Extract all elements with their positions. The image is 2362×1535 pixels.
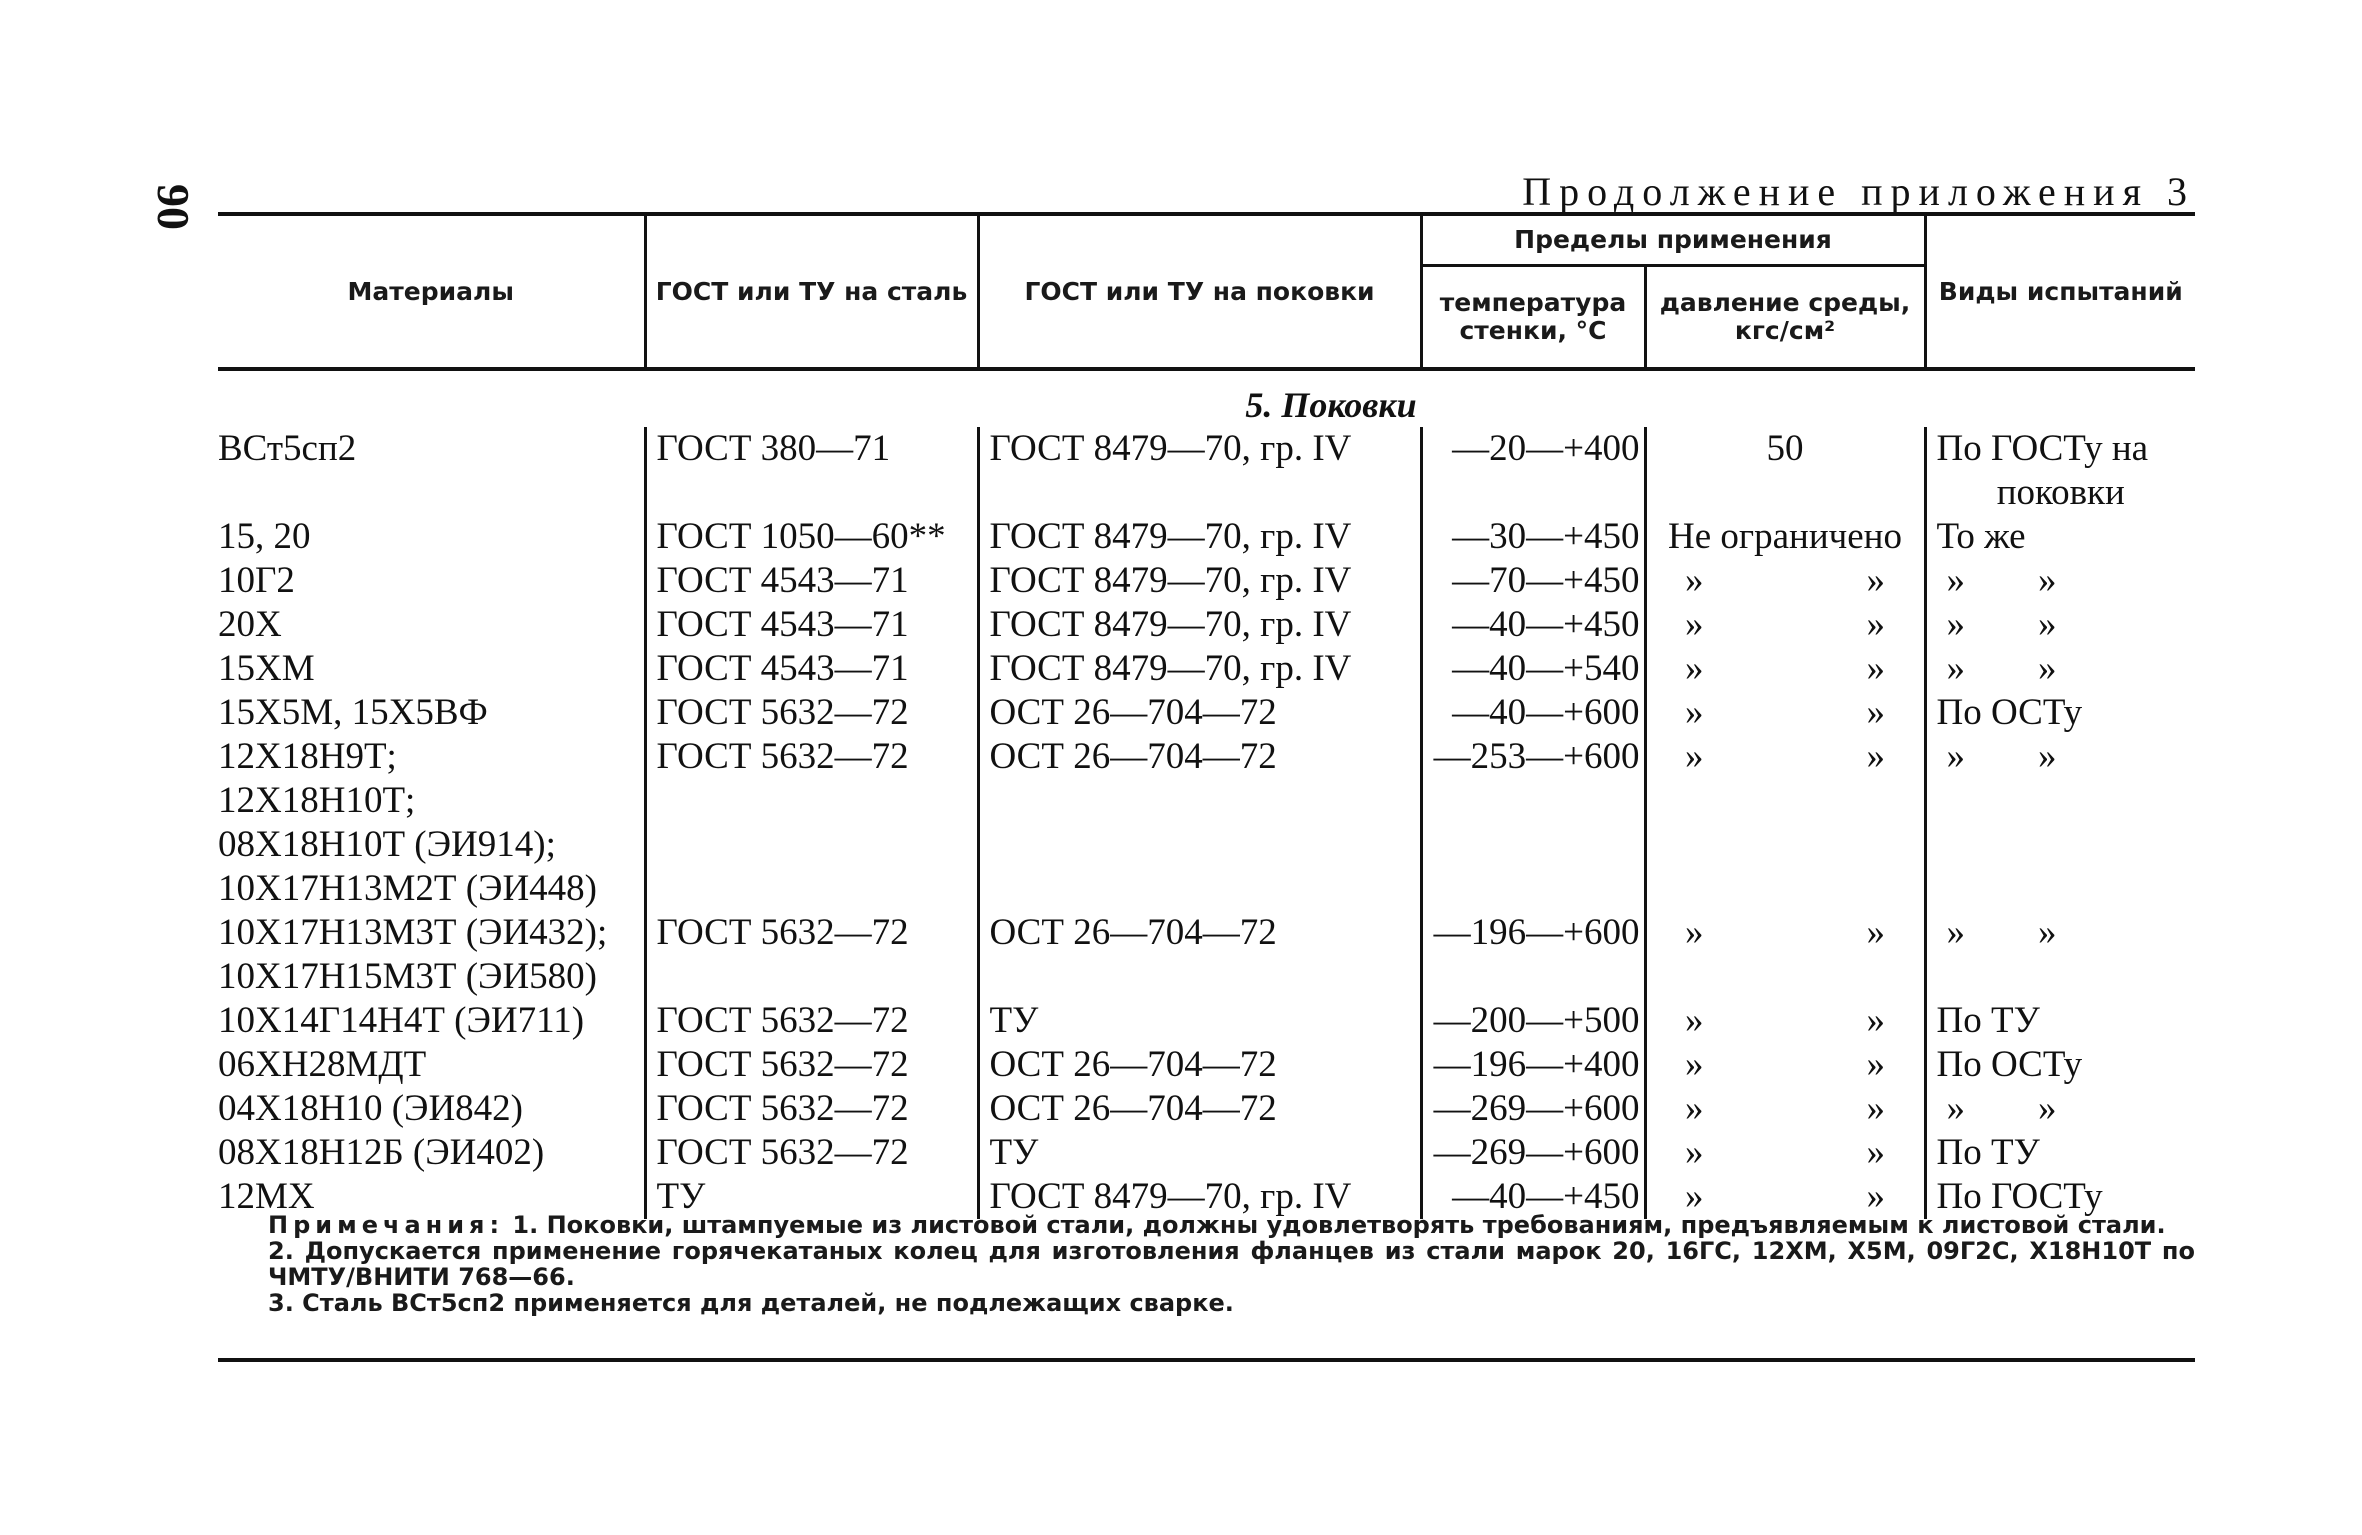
header-materials: Материалы — [218, 214, 645, 369]
cell-temperature: —269—+600 — [1421, 1131, 1645, 1175]
cell-material — [218, 515, 645, 559]
cell-tests — [1925, 691, 2195, 735]
cell-tests — [1925, 735, 2195, 911]
cell-gost-steel: ГОСТ 5632—72 — [645, 1131, 978, 1175]
ditto-marks — [1685, 559, 1885, 603]
table-body — [218, 427, 2195, 1219]
continuation-caption: Продолжение приложения 3 — [1522, 169, 2195, 214]
note-3: 3. Сталь ВСт5сп2 применяется для деталей, не подлежащих сварке. — [268, 1289, 1234, 1317]
header-gost-steel: ГОСТ или ТУ на сталь — [645, 214, 978, 369]
cell-gost-steel: ГОСТ 5632—72 — [645, 1043, 978, 1087]
ditto-marks — [1685, 911, 1885, 955]
ditto-mark: » — [2038, 912, 2057, 953]
ditto-marks — [1947, 911, 2057, 955]
table-row — [218, 559, 2195, 603]
cell-gost-steel: ГОСТ 5632—72 — [645, 691, 978, 735]
cell-gost-forgings: ОСТ 26—704—72 — [978, 735, 1421, 911]
ditto-mark: » — [1866, 1000, 1885, 1041]
ditto-marks — [1947, 735, 2057, 779]
cell-temperature: —70—+450 — [1421, 559, 1645, 603]
material-line: 10Х14Г14Н4Т (ЭИ711) — [218, 1000, 585, 1041]
cell-material — [218, 999, 645, 1043]
ditto-mark: » — [2038, 1088, 2057, 1129]
cell-gost-steel: ГОСТ 5632—72 — [645, 911, 978, 999]
table-row — [218, 427, 2195, 515]
ditto-mark: » — [2038, 736, 2057, 777]
ditto-mark: » — [1866, 912, 1885, 953]
cell-material — [218, 603, 645, 647]
table-row — [218, 911, 2195, 999]
table-row — [218, 647, 2195, 691]
cell-temperature: —196—+600 — [1421, 911, 1645, 999]
ditto-mark: » — [1866, 736, 1885, 777]
cell-tests — [1925, 559, 2195, 603]
table-row — [218, 603, 2195, 647]
material-line: 15Х5М, 15Х5ВФ — [218, 692, 488, 733]
note-1-text: 1. Поковки, штампуемые из листовой стали, должны удовлетворять требованиям, предъявляемым к листовой стали. — [512, 1211, 2166, 1239]
ditto-mark: » — [1685, 1000, 1704, 1041]
cell-pressure — [1645, 647, 1925, 691]
cell-temperature: —30—+450 — [1421, 515, 1645, 559]
material-line: 20Х — [218, 604, 282, 645]
ditto-mark: » — [2038, 604, 2057, 645]
section-title: 5. Поковки — [1245, 385, 1417, 425]
cell-temperature: —269—+600 — [1421, 1087, 1645, 1131]
header-gost-forgings: ГОСТ или ТУ на поковки — [978, 214, 1421, 369]
cell-material — [218, 559, 645, 603]
material-line: 10Х17Н13М3Т (ЭИ432); — [218, 912, 608, 953]
cell-gost-steel: ТУ — [645, 1175, 978, 1219]
material-line: 08Х18Н10Т (ЭИ914); — [218, 824, 556, 865]
ditto-mark: » — [1866, 692, 1885, 733]
cell-tests — [1925, 515, 2195, 559]
cell-temperature: —200—+500 — [1421, 999, 1645, 1043]
cell-tests — [1925, 1131, 2195, 1175]
ditto-marks — [1685, 1087, 1885, 1131]
ditto-mark: » — [1946, 560, 1966, 601]
material-line: 04Х18Н10 (ЭИ842) — [218, 1088, 523, 1129]
material-line: 06ХН28МДТ — [218, 1044, 427, 1085]
ditto-mark: » — [2038, 560, 2057, 601]
ditto-marks — [1685, 999, 1885, 1043]
tests-line: По ГОСТу на — [1936, 428, 2149, 469]
tests-line: По ТУ — [1936, 1000, 2040, 1041]
cell-tests — [1925, 427, 2195, 515]
ditto-mark: » — [1866, 604, 1885, 645]
cell-pressure — [1645, 1043, 1925, 1087]
cell-gost-steel: ГОСТ 1050—60** — [645, 515, 978, 559]
cell-material — [218, 911, 645, 999]
cell-temperature: —40—+600 — [1421, 691, 1645, 735]
cell-gost-forgings: ТУ — [978, 999, 1421, 1043]
material-line: 10Х17Н13М2Т (ЭИ448) — [218, 868, 597, 909]
ditto-mark: » — [2038, 648, 2057, 689]
material-line: ВСт5сп2 — [218, 428, 357, 469]
cell-material — [218, 1131, 645, 1175]
cell-pressure — [1645, 999, 1925, 1043]
cell-tests — [1925, 1087, 2195, 1131]
cell-material — [218, 1087, 645, 1131]
cell-tests — [1925, 603, 2195, 647]
tests-line: По ГОСТу — [1936, 1176, 2103, 1217]
note-2: 2. Допускается применение горячекатаных колец для изготовления фланцев из стали марок 20, 16ГС, 12ХМ, Х5М, 09Г2С, Х18Н10Т по ЧМТУ/ВНИТИ 768—66. — [268, 1237, 2195, 1291]
cell-gost-steel: ГОСТ 5632—72 — [645, 1087, 978, 1131]
cell-material — [218, 691, 645, 735]
material-line: 15ХМ — [218, 648, 315, 689]
cell-gost-steel: ГОСТ 4543—71 — [645, 559, 978, 603]
table-row — [218, 999, 2195, 1043]
cell-material — [218, 427, 645, 515]
ditto-mark: » — [1685, 1176, 1704, 1217]
ditto-marks — [1685, 1043, 1885, 1087]
cell-gost-forgings: ГОСТ 8479—70, гр. IV — [978, 647, 1421, 691]
notes — [218, 1212, 2195, 1316]
ditto-mark: » — [1685, 736, 1704, 777]
tests-line: По ТУ — [1936, 1132, 2040, 1173]
ditto-mark: » — [1685, 560, 1704, 601]
cell-tests — [1925, 911, 2195, 999]
header-limits-group: Пределы применения — [1421, 214, 1925, 266]
cell-tests — [1925, 999, 2195, 1043]
notes-label: Примечания: — [268, 1211, 505, 1239]
cell-pressure — [1645, 911, 1925, 999]
ditto-marks — [1685, 603, 1885, 647]
header-temperature: температура стенки, °С — [1421, 266, 1645, 370]
cell-gost-forgings: ГОСТ 8479—70, гр. IV — [978, 603, 1421, 647]
material-line: 08Х18Н12Б (ЭИ402) — [218, 1132, 545, 1173]
bottom-rule — [218, 1358, 2195, 1362]
material-line: 12МХ — [218, 1176, 315, 1217]
material-line: 15, 20 — [218, 516, 311, 557]
tests-line: поковки — [1996, 472, 2125, 513]
ditto-marks — [1947, 603, 2057, 647]
ditto-mark: » — [1866, 1088, 1885, 1129]
ditto-marks — [1947, 1087, 2057, 1131]
cell-temperature: —40—+450 — [1421, 603, 1645, 647]
ditto-marks — [1685, 647, 1885, 691]
ditto-mark: » — [1685, 912, 1704, 953]
cell-pressure — [1645, 1087, 1925, 1131]
material-line: 10Х17Н15М3Т (ЭИ580) — [218, 956, 597, 997]
tests-line: По ОСТу — [1936, 692, 2083, 733]
tests-line: То же — [1936, 516, 2026, 557]
ditto-mark: » — [1946, 736, 1966, 777]
cell-pressure: Не ограничено — [1645, 515, 1925, 559]
cell-temperature: —196—+400 — [1421, 1043, 1645, 1087]
cell-gost-steel: ГОСТ 5632—72 — [645, 735, 978, 911]
ditto-mark: » — [1685, 648, 1704, 689]
header-pressure: давление среды, кгс/см² — [1645, 266, 1925, 370]
cell-temperature: —20—+400 — [1421, 427, 1645, 515]
cell-temperature: —40—+540 — [1421, 647, 1645, 691]
cell-gost-forgings: ГОСТ 8479—70, гр. IV — [978, 1175, 1421, 1219]
ditto-marks — [1685, 691, 1885, 735]
cell-tests — [1925, 647, 2195, 691]
material-line: 12Х18Н10Т; — [218, 780, 416, 821]
cell-gost-forgings: ГОСТ 8479—70, гр. IV — [978, 515, 1421, 559]
ditto-mark: » — [1685, 1044, 1704, 1085]
cell-tests — [1925, 1043, 2195, 1087]
cell-temperature: —40—+450 — [1421, 1175, 1645, 1219]
ditto-marks — [1685, 735, 1885, 779]
cell-pressure — [1645, 735, 1925, 911]
cell-gost-forgings: ОСТ 26—704—72 — [978, 1087, 1421, 1131]
note-1 — [218, 1212, 2195, 1238]
cell-material — [218, 1043, 645, 1087]
cell-material — [218, 735, 645, 911]
cell-gost-steel: ГОСТ 5632—72 — [645, 999, 978, 1043]
ditto-marks — [1685, 1131, 1885, 1175]
ditto-mark: » — [1866, 648, 1885, 689]
cell-pressure: 50 — [1645, 427, 1925, 515]
cell-temperature: —253—+600 — [1421, 735, 1645, 911]
ditto-mark: » — [1866, 1132, 1885, 1173]
ditto-mark: » — [1685, 604, 1704, 645]
cell-gost-forgings: ГОСТ 8479—70, гр. IV — [978, 559, 1421, 603]
ditto-mark: » — [1946, 604, 1966, 645]
cell-pressure — [1645, 1131, 1925, 1175]
ditto-mark: » — [1866, 1044, 1885, 1085]
cell-gost-steel: ГОСТ 380—71 — [645, 427, 978, 515]
tests-line: По ОСТу — [1936, 1044, 2083, 1085]
cell-gost-forgings: ОСТ 26—704—72 — [978, 1043, 1421, 1087]
ditto-mark: » — [1866, 1176, 1885, 1217]
material-line: 10Г2 — [218, 560, 295, 601]
cell-pressure — [1645, 603, 1925, 647]
ditto-mark: » — [1946, 1088, 1966, 1129]
table-header — [218, 214, 2195, 369]
ditto-mark: » — [1946, 912, 1966, 953]
cell-gost-forgings: ТУ — [978, 1131, 1421, 1175]
ditto-mark: » — [1685, 1132, 1704, 1173]
cell-pressure — [1645, 559, 1925, 603]
cell-pressure — [1645, 691, 1925, 735]
table-row — [218, 735, 2195, 911]
cell-gost-steel: ГОСТ 4543—71 — [645, 603, 978, 647]
cell-gost-forgings: ОСТ 26—704—72 — [978, 911, 1421, 999]
header-tests: Виды испытаний — [1925, 214, 2195, 369]
table-row — [218, 1131, 2195, 1175]
ditto-mark: » — [1685, 1088, 1704, 1129]
ditto-marks — [1947, 559, 2057, 603]
cell-gost-forgings: ОСТ 26—704—72 — [978, 691, 1421, 735]
table-row — [218, 691, 2195, 735]
cell-gost-steel: ГОСТ 4543—71 — [645, 647, 978, 691]
table-row — [218, 1087, 2195, 1131]
ditto-mark: » — [1866, 560, 1885, 601]
cell-gost-forgings: ГОСТ 8479—70, гр. IV — [978, 427, 1421, 515]
cell-material — [218, 647, 645, 691]
materials-table — [218, 212, 2195, 1219]
page-number: 90 — [148, 184, 199, 230]
ditto-marks — [1947, 647, 2057, 691]
table-row — [218, 515, 2195, 559]
ditto-mark: » — [1946, 648, 1966, 689]
ditto-mark: » — [1685, 692, 1704, 733]
table-row — [218, 1043, 2195, 1087]
material-line: 12Х18Н9Т; — [218, 736, 397, 777]
